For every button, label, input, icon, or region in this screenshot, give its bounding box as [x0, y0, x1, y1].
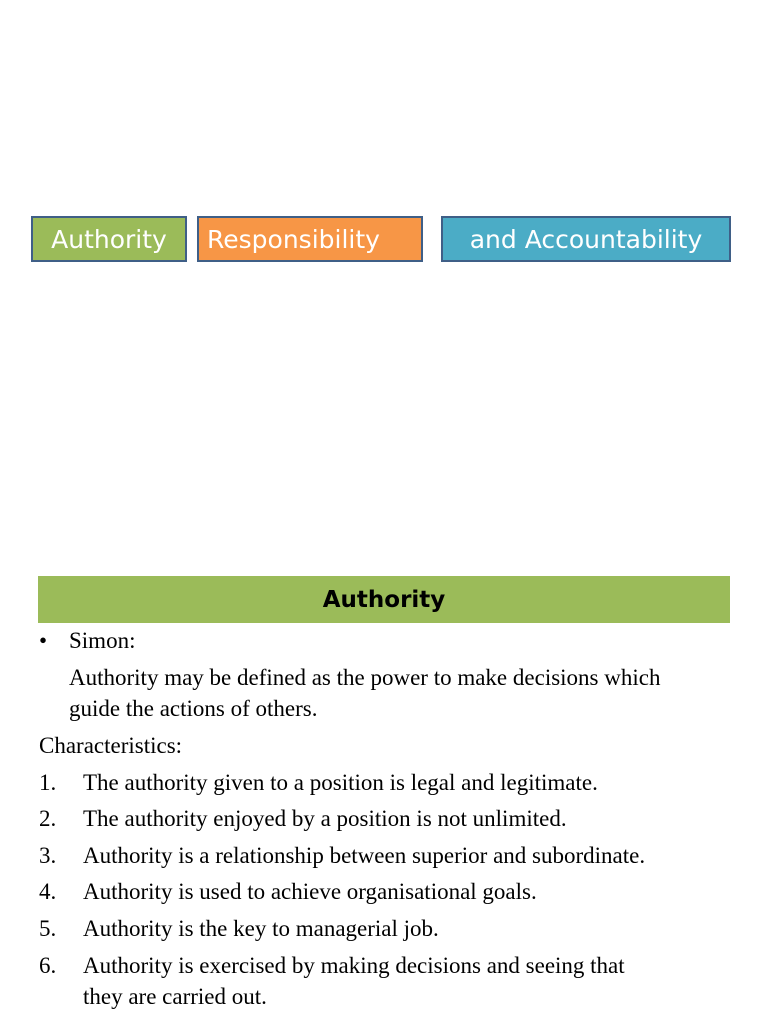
list-item-number: 5.: [39, 916, 57, 941]
bullet-icon: •: [39, 628, 48, 653]
characteristics-label: Characteristics:: [39, 733, 183, 758]
list-item-number: 6.: [39, 953, 57, 978]
list-item: Authority is exercised by making decisions and seeing that: [83, 953, 625, 978]
list-item: Authority is a relationship between superior and subordinate.: [83, 843, 646, 868]
title-box-accountability-label: and Accountability: [469, 224, 703, 254]
list-item: The authority given to a position is legal and legitimate.: [83, 770, 598, 795]
list-item-number: 1.: [39, 770, 57, 795]
list-item-continuation: they are carried out.: [83, 984, 267, 1009]
list-item: Authority is used to achieve organisational goals.: [83, 879, 537, 904]
source-label: Simon:: [69, 628, 136, 653]
definition-line-1: Authority may be defined as the power to make decisions which: [69, 665, 661, 690]
title-box-responsibility: [197, 216, 423, 262]
title-box-authority: [31, 216, 187, 262]
section-header-bar: [38, 576, 730, 623]
list-item-number: 4.: [39, 879, 57, 904]
list-item-number: 2.: [39, 806, 57, 831]
definition-line-2: guide the actions of others.: [69, 696, 318, 721]
list-item: Authority is the key to managerial job.: [83, 916, 439, 941]
list-item: The authority enjoyed by a position is not unlimited.: [83, 806, 567, 831]
title-box-responsibility-label: Responsibility: [207, 224, 380, 254]
title-box-accountability: [441, 216, 731, 262]
title-box-authority-label: Authority: [51, 224, 167, 254]
section-header-title: Authority: [322, 586, 446, 613]
list-item-number: 3.: [39, 843, 57, 868]
